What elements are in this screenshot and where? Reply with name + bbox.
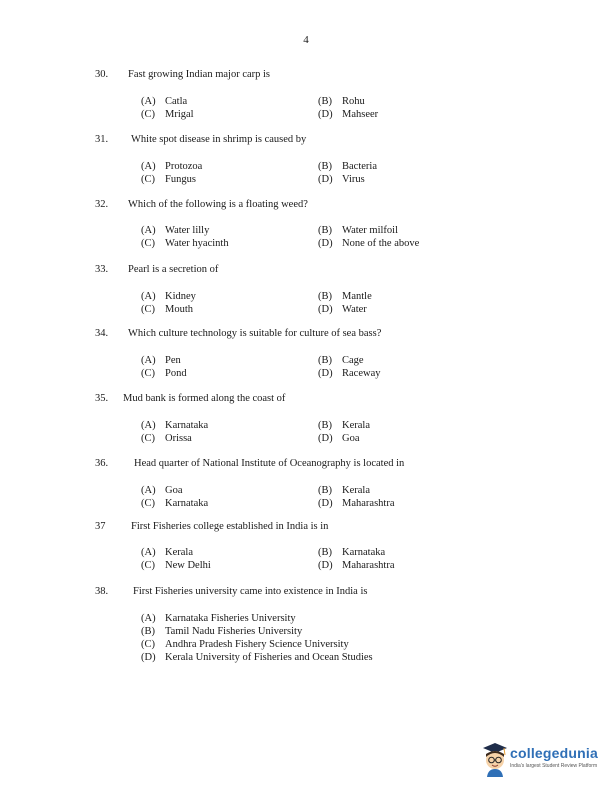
- option-c: (C) Andhra Pradesh Fishery Science University: [141, 639, 349, 650]
- option-d: (D) None of the above: [318, 238, 420, 249]
- question-text: Which of the following is a floating weed?: [128, 199, 308, 210]
- option-b: (B) Kerala: [318, 485, 370, 496]
- option-a: (A) Goa: [141, 485, 183, 496]
- question-text: Which culture technology is suitable for culture of sea bass?: [128, 328, 382, 339]
- question-text: White spot disease in shrimp is caused by: [131, 134, 307, 145]
- question-number: 38.: [95, 586, 109, 597]
- option-d: (D) Maharashtra: [318, 498, 395, 509]
- question-number: 37: [95, 521, 106, 532]
- option-c: (C) Fungus: [141, 174, 196, 185]
- option-a: (A) Kerala: [141, 547, 193, 558]
- option-b: (B) Tamil Nadu Fisheries University: [141, 626, 303, 637]
- option-c: (C) Water hyacinth: [141, 238, 229, 249]
- option-b: (B) Cage: [318, 355, 364, 366]
- option-a: (A) Pen: [141, 355, 181, 366]
- logo-name: collegedunia: [510, 745, 598, 761]
- option-c: (C) Pond: [141, 368, 187, 379]
- question-number: 30.: [95, 69, 109, 80]
- option-b: (B) Kerala: [318, 420, 370, 431]
- question-number: 34.: [95, 328, 109, 339]
- option-a: (A) Kidney: [141, 291, 196, 302]
- option-d: (D) Raceway: [318, 368, 381, 379]
- question-number: 33.: [95, 264, 109, 275]
- option-c: (C) New Delhi: [141, 560, 211, 571]
- question-text: Fast growing Indian major carp is: [128, 69, 271, 80]
- option-d: (D) Mahseer: [318, 109, 379, 120]
- question-text: Head quarter of National Institute of Oceanography is located in: [134, 458, 405, 469]
- page-number: 4: [303, 34, 309, 46]
- option-a: (A) Protozoa: [141, 161, 203, 172]
- option-c: (C) Mrigal: [141, 109, 194, 120]
- option-b: (B) Mantle: [318, 291, 372, 302]
- option-b: (B) Water milfoil: [318, 225, 399, 236]
- option-b: (B) Bacteria: [318, 161, 377, 172]
- option-d: (D) Goa: [318, 433, 360, 444]
- option-c: (C) Orissa: [141, 433, 192, 444]
- question-number: 35.: [95, 393, 109, 404]
- option-d: (D) Virus: [318, 174, 365, 185]
- option-a: (A) Karnataka Fisheries University: [141, 613, 296, 624]
- question-number: 36.: [95, 458, 109, 469]
- option-b: (B) Karnataka: [318, 547, 386, 558]
- question-text: Mud bank is formed along the coast of: [123, 393, 286, 404]
- question-number: 32.: [95, 199, 109, 210]
- option-c: (C) Karnataka: [141, 498, 209, 509]
- option-d: (D) Kerala University of Fisheries and Ocean Studies: [141, 652, 373, 663]
- collegedunia-logo[interactable]: [480, 740, 610, 780]
- question-text: First Fisheries university came into existence in India is: [133, 586, 368, 597]
- option-a: (A) Karnataka: [141, 420, 209, 431]
- option-d: (D) Maharashtra: [318, 560, 395, 571]
- option-a: (A) Water lilly: [141, 225, 210, 236]
- student-mascot-icon: [480, 740, 510, 778]
- option-c: (C) Mouth: [141, 304, 194, 315]
- option-d: (D) Water: [318, 304, 367, 315]
- question-text: First Fisheries college established in India is in: [131, 521, 329, 532]
- question-text: Pearl is a secretion of: [128, 264, 219, 275]
- option-a: (A) Catla: [141, 96, 188, 107]
- logo-tagline: India's largest Student Review Platform: [510, 763, 598, 769]
- option-b: (B) Rohu: [318, 96, 365, 107]
- question-number: 31.: [95, 134, 109, 145]
